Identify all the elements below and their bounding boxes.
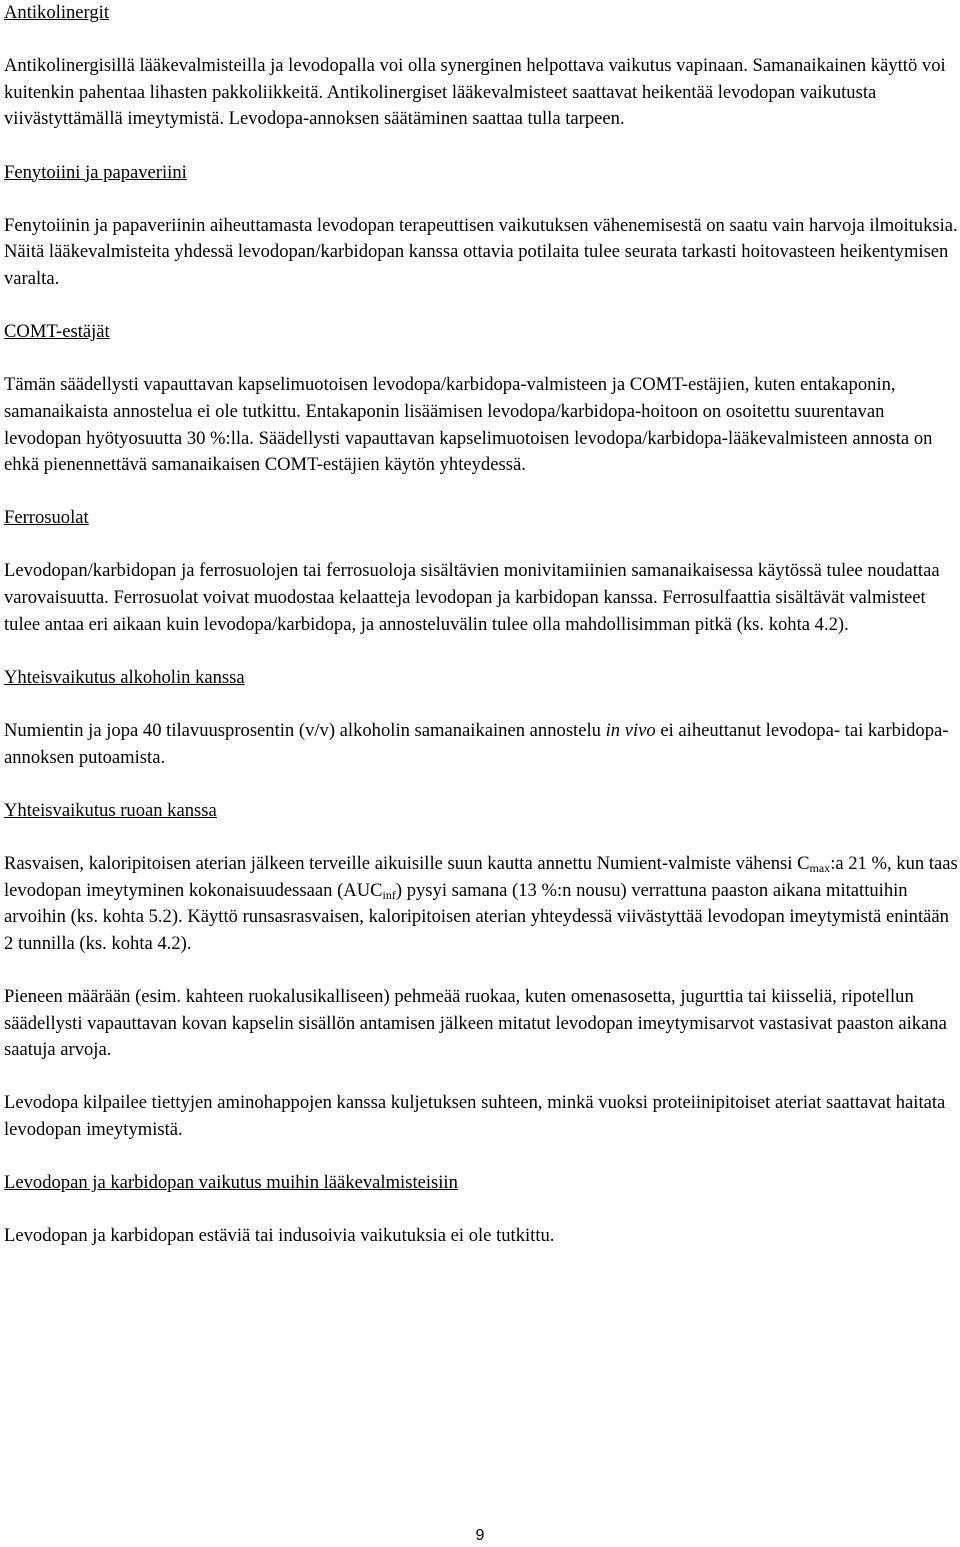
section-fenytoiini xyxy=(4,160,958,293)
paragraph xyxy=(4,851,958,957)
paragraph: Levodopan ja karbidopan estäviä tai indusoivia vaikutuksia ei ole tutkittu. xyxy=(4,1225,555,1247)
section-heading: Antikolinergit xyxy=(4,2,110,23)
paragraph: Antikolinergisillä lääkevalmisteilla ja levodopalla voi olla synerginen helpottava vaikutus vapinaan. Samanaikainen käyttö voi kuitenkin pahentaa lihasten pakkoliikkeitä. Antikolinergiset lääkevalmisteet saattavat heikentää levodopan vaikutusta viivästyttämällä imeytymistä. Levodopa-annoksen säätäminen saattaa tulla tarpeen. xyxy=(4,55,946,130)
section-alkoholi xyxy=(4,665,958,771)
paragraph: Levodopa kilpailee tiettyjen aminohappojen kanssa kuljetuksen suhteen, minkä vuoksi proteiinipitoiset ateriat saattavat haitata levodopan imeytymistä. xyxy=(4,1092,946,1140)
section-heading: Fenytoiini ja papaveriini xyxy=(4,161,187,183)
paragraph: Levodopan/karbidopan ja ferrosuolojen tai ferrosuoloja sisältävien monivitamiinien samanaikaisessa käytössä tulee noudattaa varovaisuutta. Ferrosuolat voivat muodostaa kelaatteja levodopan ja karbidopan kanssa. Ferrosulfaattia sisältävät valmisteet tulee antaa eri aikaan kuin levodopa/karbidopa, ja annosteluvälin tulee olla mahdollisimman pitkä (ks. kohta 4.2). xyxy=(4,560,940,635)
paragraph: Pieneen määrään (esim. kahteen ruokalusikalliseen) pehmeää ruokaa, kuten omenasosetta, jugurttia tai kiisseliä, ripotellun säädellysti vapauttavan kovan kapselin sisällön antamisen jälkeen mitatut levodopan imeytymisarvot vastasivat paaston aikana saatuja arvoja. xyxy=(4,985,947,1061)
section-heading: Yhteisvaikutus alkoholin kanssa xyxy=(4,666,245,688)
section-heading: Levodopan ja karbidopan vaikutus muihin lääkevalmisteisiin xyxy=(4,1172,458,1194)
section-ruoka xyxy=(4,798,958,1144)
paragraph: Fenytoiinin ja papaveriinin aiheuttamasta levodopan terapeuttisen vaikutuksen vähenemisestä on saatu vain harvoja ilmoituksia. Näitä lääkevalmisteita yhdessä levodopan/karbidopan kanssa ottavia potilaita tulee seurata tarkasti hoitovasteen heikentymisen varalta. xyxy=(4,214,958,289)
section-heading: Ferrosuolat xyxy=(4,507,89,529)
text-run: ) pysyi samana (13 %:n nousu) verrattuna paaston aikana mitattuihin arvoihin (ks. kohta 5.2). Käyttö runsasrasvaisen, kaloripitoisen aterian yhteydessä viivästyttää levodopan imeytymistä enintään 2 tunnilla (ks. kohta 4.2). xyxy=(4,879,949,954)
section-comt xyxy=(4,319,958,479)
section-heading: Yhteisvaikutus ruoan kanssa xyxy=(4,799,217,821)
subscript: max xyxy=(809,861,831,875)
section-antikolinergit xyxy=(4,0,958,133)
text-run: :a 21 %, kun taas levodopan imeytyminen kokonaisuudessaan (AUC xyxy=(4,853,958,901)
section-heading: COMT-estäjät xyxy=(4,321,110,343)
text-run: Rasvaisen, kaloripitoisen aterian jälkeen terveille aikuisille suun kautta annettu Numient-valmiste vähensi C xyxy=(4,853,810,874)
paragraph xyxy=(4,718,958,771)
text-run: Numientin ja jopa 40 tilavuusprosentin (v/v) alkoholin samanaikainen annostelu xyxy=(4,720,606,742)
document-page xyxy=(4,0,958,1250)
subscript: inf xyxy=(382,887,396,902)
section-muut-laakkeet xyxy=(4,1170,958,1250)
section-ferrosuolat xyxy=(4,505,958,638)
page-number: 9 xyxy=(475,1527,485,1544)
italic-text: in vivo xyxy=(605,720,656,742)
text-run: ei aiheuttanut levodopa- tai karbidopa-annoksen putoamista. xyxy=(4,720,949,768)
paragraph: Tämän säädellysti vapauttavan kapselimuotoisen levodopa/karbidopa-valmisteen ja COMT-estäjien, kuten entakaponin, samanaikaista annostelua ei ole tutkittu. Entakaponin lisäämisen levodopa/karbidopa-hoitoon on osoitettu suurentavan levodopan hyötyosuutta 30 %:lla. Säädellysti vapauttavan kapselimuotoisen levodopa/karbidopa-lääkevalmisteen annosta on ehkä pienennettävä samanaikaisen COMT-estäjien käytön yhteydessä. xyxy=(4,374,933,476)
